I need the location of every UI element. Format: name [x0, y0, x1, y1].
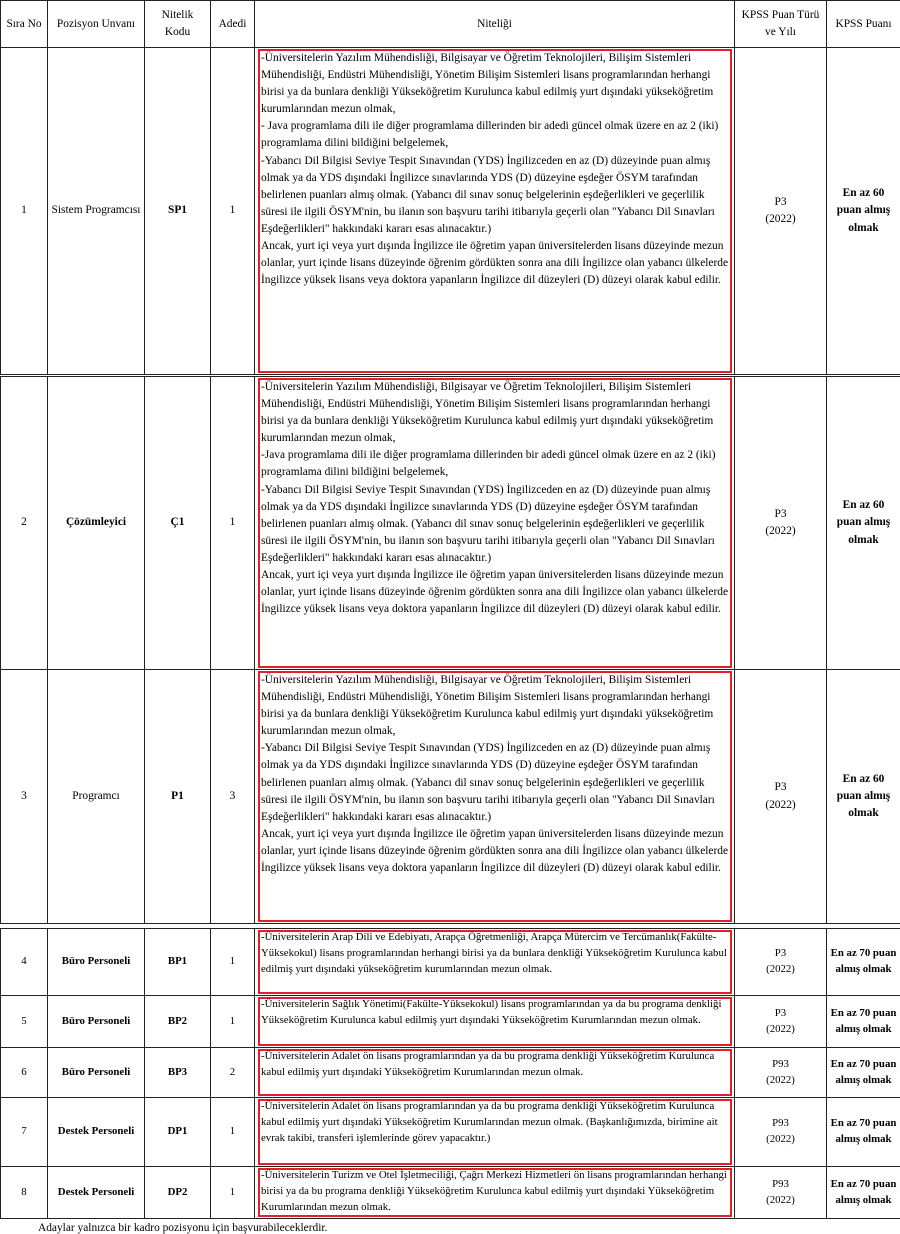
- row-kod: Ç1: [145, 377, 211, 670]
- row-puan: En az 60 puan almış olmak: [827, 670, 900, 924]
- puan-turu: P3: [738, 1006, 823, 1022]
- row-no: 3: [1, 670, 48, 924]
- row-pozisyon: Çözümleyici: [48, 377, 145, 670]
- table-row: [1, 1167, 900, 1219]
- row-puan-turu: [735, 996, 827, 1048]
- row-puan: En az 60 puan almış olmak: [827, 48, 900, 375]
- row-no: 6: [1, 1048, 48, 1098]
- row-kod: P1: [145, 670, 211, 924]
- nitelik-text: -Üniversitelerin Adalet ön lisans programlarından ya da bu programa denkliği Yükseköğretim Kurulunca kabul edilmiş yurt dışındaki Yükseköğretim Kurumlarından mezun olmak.: [261, 1049, 731, 1081]
- table-row: [1, 670, 900, 924]
- nitelik-text: -Üniversitelerin Yazılım Mühendisliği, Bilgisayar ve Öğretim Teknolojileri, Bilişim Sistemleri Mühendisliği, Endüstri Mühendisliği, Yönetim Bilişim Sistemleri lisans programlarından herhangi birisi ya da bunlara denkliği Yükseköğretim Kurulunca kabul edilmiş yurt dışındaki yükseköğretim kurumlarından mezun olmak, -Java programlama dili ile diğer programlama dillerinden bir adedi güncel olmak üzere en az 2 (iki) programlama dilini bildiğini belgelemek, -Yabancı Dil Bilgisi Seviye Tespit Sınavından (YDS) İngilizceden en az (D) düzeyinde puan almış olmak ya da YDS dışındaki İngilizce sınavlarında YDS (D) düzeyine eşdeğer ÖSYM tarafından belirlenen puanları almış olmak. (Yabancı dil sınav sonuç belgelerinin eşdeğerlikleri ve geçerlilik süresi ile ilgili ÖSYM'nin, bu ilanın son başvuru tarihi itibarıyla geçerli olan "Yabancı Dil Sınavları Eşdeğerlikleri" hakkındaki kararı esas alınacaktır.) Ancak, yurt içi veya yurt dışında İngilizce ile öğretim yapan üniversitelerden lisans düzeyinde mezun olanlar, yurt içinde lisans düzeyinde öğrenim gördükten sonra ana dili İngilizce olan yabancı ülkelerde İngilizce yüksek lisans veya doktora yapanların İngilizce dil düzeyleri (D) düzeyi olarak kabul edilir.: [261, 379, 731, 618]
- nitelik-text: -Üniversitelerin Arap Dili ve Edebiyatı, Arapça Öğretmenliği, Arapça Mütercim ve Tercümanlık(Fakülte-Yüksekokul) lisans programlarından herhangi birisi ya da bunlara denkliği Yükseköğretim Kurulunca kabul edilmiş yurt dışındaki yükseköğretim kurumlarından mezun olmak.: [261, 930, 731, 978]
- footer-note: Adaylar yalnızca bir kadro pozisyonu için başvurabileceklerdir.: [38, 1222, 327, 1234]
- row-no: 1: [1, 48, 48, 375]
- row-kod: BP3: [145, 1048, 211, 1098]
- puan-yili: (2022): [738, 1193, 823, 1209]
- row-puan: En az 60 puan almış olmak: [827, 377, 900, 670]
- row-puan: En az 70 puan almış olmak: [827, 1167, 900, 1219]
- header-kod: Nitelik Kodu: [145, 1, 211, 48]
- table-row: [1, 1048, 900, 1098]
- row-pozisyon: Büro Personeli: [48, 996, 145, 1048]
- row-adet: 2: [211, 1048, 255, 1098]
- row-adet: 1: [211, 377, 255, 670]
- header-adet: Adedi: [211, 1, 255, 48]
- row-pozisyon: Büro Personeli: [48, 929, 145, 996]
- header-sira: Sıra No: [1, 1, 48, 48]
- row-nitelik: [255, 1167, 735, 1219]
- positions-table-part-1: [0, 0, 900, 375]
- positions-table-part-3: [0, 928, 900, 1219]
- puan-turu: P93: [738, 1116, 823, 1132]
- puan-yili: (2022): [738, 1073, 823, 1089]
- row-puan-turu: [735, 1167, 827, 1219]
- row-nitelik: [255, 1048, 735, 1098]
- row-nitelik: [255, 996, 735, 1048]
- table-row: [1, 377, 900, 670]
- header-row: [1, 1, 900, 48]
- row-adet: 1: [211, 1098, 255, 1167]
- puan-turu: P3: [738, 506, 823, 523]
- header-puan: KPSS Puanı: [827, 1, 900, 48]
- nitelik-text: -Üniversitelerin Yazılım Mühendisliği, Bilgisayar ve Öğretim Teknolojileri, Bilişim Sistemleri Mühendisliği, Endüstri Mühendisliği, Yönetim Bilişim Sistemleri lisans programlarından herhangi birisi ya da bunlara denkliği Yükseköğretim Kurulunca kabul edilmiş yurt dışındaki yükseköğretim kurumlarından mezun olmak, - Java programlama dili ile diğer programlama dillerinden bir adedi güncel olmak üzere en az 2 (iki) programlama dilini bildiğini belgelemek, -Yabancı Dil Bilgisi Seviye Tespit Sınavından (YDS) İngilizceden en az (D) düzeyinde puan almış olmak ya da YDS dışındaki İngilizce sınavlarında YDS (D) düzeyine eşdeğer ÖSYM tarafından belirlenen puanları almış olmak. (Yabancı dil sınav sonuç belgelerinin eşdeğerlikleri ve geçerlilik süresi ile ilgili ÖSYM'nin, bu ilanın son başvuru tarihi itibarıyla geçerli olan "Yabancı Dil Sınavları Eşdeğerlikleri" hakkındaki kararı esas alınacaktır.) Ancak, yurt içi veya yurt dışında İngilizce ile öğretim yapan üniversitelerden lisans düzeyinde mezun olanlar, yurt içinde lisans düzeyinde öğrenim gördükten sonra ana dili İngilizce olan yabancı ülkelerde İngilizce yüksek lisans veya doktora yapanların İngilizce dil düzeyleri (D) düzeyi olarak kabul edilir.: [261, 50, 731, 289]
- row-kod: BP2: [145, 996, 211, 1048]
- row-pozisyon: Sistem Programcısı: [48, 48, 145, 375]
- nitelik-text: -Üniversitelerin Sağlık Yönetimi(Fakülte-Yüksekokul) lisans programlarından ya da bu programa denkliği Yükseköğretim Kurulunca kabul edilmiş yurt dışındaki Yükseköğretim Kurumlarından mezun olmak.: [261, 997, 731, 1029]
- row-adet: 1: [211, 929, 255, 996]
- header-pozisyon: Pozisyon Unvanı: [48, 1, 145, 48]
- puan-turu: P3: [738, 194, 823, 211]
- table-row: [1, 929, 900, 996]
- row-puan-turu: [735, 929, 827, 996]
- row-no: 7: [1, 1098, 48, 1167]
- row-kod: SP1: [145, 48, 211, 375]
- row-kod: DP2: [145, 1167, 211, 1219]
- row-adet: 1: [211, 48, 255, 375]
- row-nitelik: [255, 929, 735, 996]
- puan-yili: (2022): [738, 211, 823, 228]
- puan-yili: (2022): [738, 523, 823, 540]
- puan-yili: (2022): [738, 962, 823, 978]
- header-nitelik: Niteliği: [255, 1, 735, 48]
- row-puan-turu: [735, 1098, 827, 1167]
- row-no: 8: [1, 1167, 48, 1219]
- row-puan: En az 70 puan almış olmak: [827, 996, 900, 1048]
- row-no: 5: [1, 996, 48, 1048]
- row-adet: 3: [211, 670, 255, 924]
- row-pozisyon: Büro Personeli: [48, 1048, 145, 1098]
- row-puan-turu: [735, 670, 827, 924]
- nitelik-text: -Üniversitelerin Yazılım Mühendisliği, Bilgisayar ve Öğretim Teknolojileri, Bilişim Sistemleri Mühendisliği, Endüstri Mühendisliği, Yönetim Bilişim Sistemleri lisans programlarından herhangi birisi ya da bunlara denkliği Yükseköğretim Kurulunca kabul edilmiş yurt dışındaki yükseköğretim kurumlarından mezun olmak, -Yabancı Dil Bilgisi Seviye Tespit Sınavından (YDS) İngilizceden en az (D) düzeyinde puan almış olmak ya da YDS dışındaki İngilizce sınavlarında YDS (D) düzeyine eşdeğer ÖSYM tarafından belirlenen puanları almış olmak. (Yabancı dil sınav sonuç belgelerinin eşdeğerlikleri ve geçerlilik süresi ile ilgili ÖSYM'nin, bu ilanın son başvuru tarihi itibarıyla geçerli olan "Yabancı Dil Sınavları Eşdeğerlikleri" hakkındaki kararı esas alınacaktır.) Ancak, yurt içi veya yurt dışında İngilizce ile öğretim yapan üniversitelerden lisans düzeyinde mezun olanlar, yurt içinde lisans düzeyinde öğrenim gördükten sonra ana dili İngilizce olan yabancı ülkelerde İngilizce yüksek lisans veya doktora yapanların İngilizce dil düzeyleri (D) düzeyi olarak kabul edilir.: [261, 672, 731, 877]
- header-puan-turu: KPSS Puan Türü ve Yılı: [735, 1, 827, 48]
- row-puan: En az 70 puan almış olmak: [827, 929, 900, 996]
- positions-table-part-2: [0, 376, 900, 924]
- puan-yili: (2022): [738, 797, 823, 814]
- row-puan-turu: [735, 377, 827, 670]
- row-nitelik: [255, 48, 735, 375]
- nitelik-text: -Üniversitelerin Adalet ön lisans programlarından ya da bu programa denkliği Yükseköğretim Kurulunca kabul edilmiş yurt dışındaki Yükseköğretim Kurumlarından mezun olmak. (Başkanlığımızda, birimine ait evrak takibi, transferi işlemlerinde görev yapacaktır.): [261, 1099, 731, 1147]
- nitelik-text: -Üniversitelerin Turizm ve Otel İşletmeciliği, Çağrı Merkezi Hizmetleri ön lisans programlarından herhangi birisi ya da bu programa denkliği Yükseköğretim Kurulunca kabul edilmiş yurt dışındaki Yükseköğretim Kurumlarından mezun olmak.: [261, 1168, 731, 1216]
- row-adet: 1: [211, 1167, 255, 1219]
- row-no: 2: [1, 377, 48, 670]
- row-adet: 1: [211, 996, 255, 1048]
- table-row: [1, 1098, 900, 1167]
- puan-turu: P3: [738, 946, 823, 962]
- row-kod: BP1: [145, 929, 211, 996]
- row-puan: En az 70 puan almış olmak: [827, 1098, 900, 1167]
- puan-turu: P93: [738, 1177, 823, 1193]
- row-pozisyon: Destek Personeli: [48, 1098, 145, 1167]
- row-pozisyon: Destek Personeli: [48, 1167, 145, 1219]
- row-nitelik: [255, 377, 735, 670]
- puan-turu: P93: [738, 1057, 823, 1073]
- row-nitelik: [255, 670, 735, 924]
- row-puan-turu: [735, 48, 827, 375]
- puan-yili: (2022): [738, 1132, 823, 1148]
- row-no: 4: [1, 929, 48, 996]
- row-pozisyon: Programcı: [48, 670, 145, 924]
- table-row: [1, 996, 900, 1048]
- row-puan-turu: [735, 1048, 827, 1098]
- puan-yili: (2022): [738, 1022, 823, 1038]
- table-row: [1, 48, 900, 375]
- puan-turu: P3: [738, 779, 823, 796]
- row-nitelik: [255, 1098, 735, 1167]
- row-kod: DP1: [145, 1098, 211, 1167]
- row-puan: En az 70 puan almış olmak: [827, 1048, 900, 1098]
